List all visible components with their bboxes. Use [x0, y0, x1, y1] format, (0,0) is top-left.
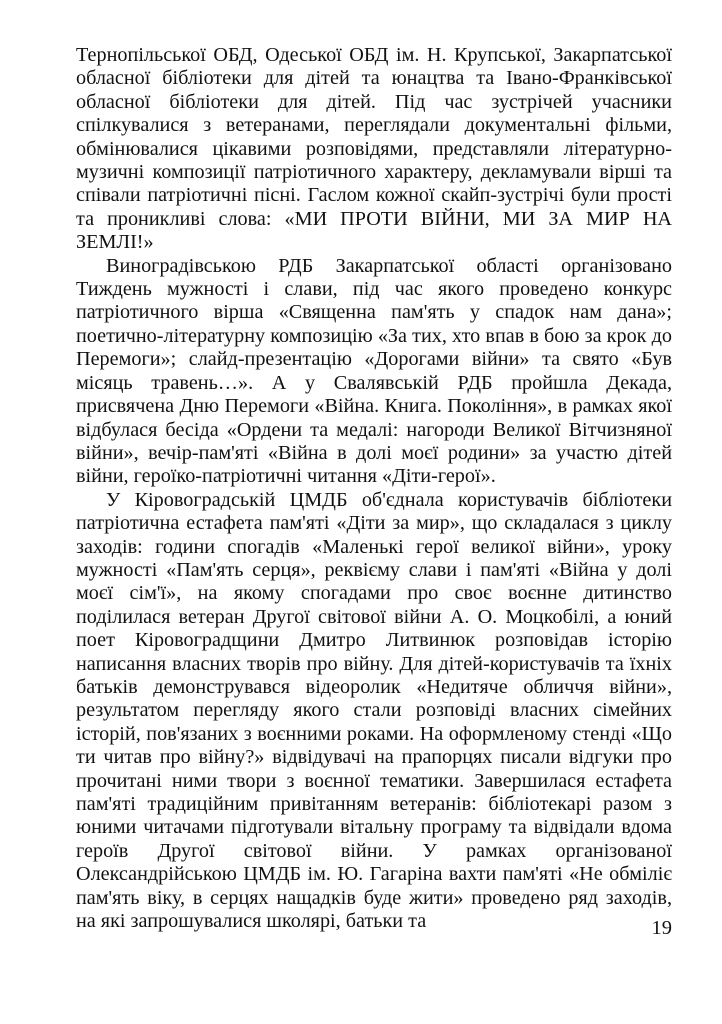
- page-number: 19: [651, 917, 672, 939]
- paragraph-kirovohrad: У Кіровоградській ЦМДБ об'єднала користувачів бібліотеки патріотична естафета пам'яті «Діти за мир», що складалася з циклу заходів: години спогадів «Маленькі герої великої війни», уроку мужності «Пам'ять серця», реквієму слави і пам'яті «Війна у долі моєї сім'ї», на якому спогадами про своє воєнне дитинство поділилася ветеран Другої світової війни А. О. Моцкобілі, а юний поет Кіровоградщини Дмитро Литвинюк розповідав історію написання власних творів про війну. Для дітей-користувачів та їхніх батьків демонструвався відеоролик «Недитяче обличчя війни», результатом перегляду якого стали розповіді власних сімейних історій, пов'язаних з воєнними роками. На оформленому стенді «Що ти читав про війну?» відвідувачі на прапорцях писали відгуки про прочитані ними твори з воєнної тематики. Завершилася естафета пам'яті традиційним привітанням ветеранів: бібліотекарі разом з юними читачами підготували вітальну програму та відвідали вдома героїв Другої світової війни. У рамках організованої Олександрійською ЦМДБ ім. Ю. Гагаріна вахти пам'яті «Не обміліє пам'ять віку, в серцях нащадків буде жити» проведено ряд заходів, на які запрошувалися школярі, батьки та: [76, 488, 672, 933]
- paragraph-continuation: Тернопільської ОБД, Одеської ОБД ім. Н. Крупської, Закарпатської обласної бібліотеки для дітей та юнацтва та Івано-Франківської обласної бібліотеки для дітей. Під час зустрічей учасники спілкувалися з ветеранами, переглядали документальні фільми, обмінювалися цікавими розповідями, представляли літературно-музичні композиції патріотичного характеру, декламували вірші та співали патріотичні пісні. Гаслом кожної скайп-зустрічі були прості та проникливі слова: «МИ ПРОТИ ВІЙНИ, МИ ЗА МИР НА ЗЕМЛІ!»: [76, 44, 672, 254]
- page-body: [76, 44, 672, 933]
- paragraph-vynohradiv: Виноградівською РДБ Закарпатської області організовано Тиждень мужності і слави, під час якого проведено конкурс патріотичного вірша «Священна пам'ять у спадок нам дана»; поетично-літературну композицію «За тих, хто впав в бою за крок до Перемоги»; слайд-презентацію «Дорогами війни» та свято «Був місяць травень…». А у Свалявській РДБ пройшла Декада, присвячена Дню Перемоги «Війна. Книга. Покоління», в рамках якої відбулася бесіда «Ордени та медалі: нагороди Великої Вітчизняної війни», вечір-пам'яті «Війна в долі моєї родини» за участю дітей війни, героїко-патріотичні читання «Діти-герої».: [76, 254, 672, 488]
